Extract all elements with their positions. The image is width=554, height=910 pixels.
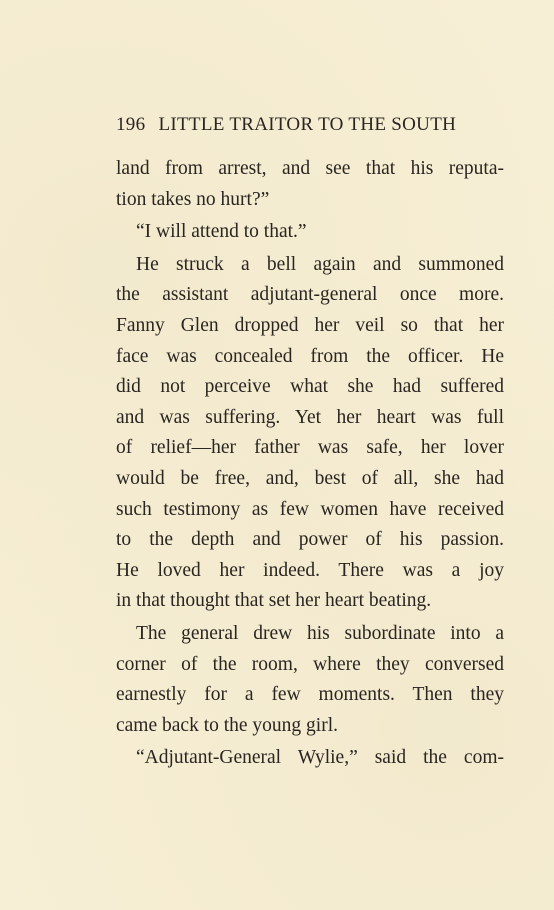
text-line: He struck a bell again and summoned [136, 253, 504, 275]
paragraph [116, 217, 504, 248]
text-line: came back to the young girl. [116, 714, 339, 736]
paragraph [116, 743, 504, 774]
text-line: in that thought that set her heart beating. [116, 590, 432, 612]
text-line: and was suffering. Yet her heart was full [116, 406, 504, 428]
text-line: The general drew his subordinate into a [136, 622, 504, 644]
text-line: corner of the room, where they conversed [116, 653, 504, 675]
text-line: He loved her indeed. There was a joy [116, 559, 504, 581]
text-line: land from arrest, and see that his reputa- [116, 158, 504, 179]
paragraph [116, 154, 504, 215]
text-line: the assistant adjutant-general once more. [116, 284, 504, 306]
text-line: did not perceive what she had suffered [116, 376, 504, 398]
text-line: of relief—her father was safe, her lover [116, 437, 504, 459]
text-line: face was concealed from the officer. He [116, 345, 504, 367]
text-line: tion takes no hurt?” [116, 188, 270, 210]
paragraph [116, 619, 504, 741]
text-line: Fanny Glen dropped her veil so that her [116, 314, 504, 336]
page-number: 196 [116, 114, 146, 135]
running-title: LITTLE TRAITOR TO THE SOUTH [158, 114, 457, 135]
paragraph [116, 250, 504, 617]
text-line: earnestly for a few moments. Then they [116, 684, 504, 706]
running-head [116, 114, 508, 136]
text-line: would be free, and, best of all, she had [116, 467, 504, 489]
body-text [116, 154, 504, 774]
text-line: “Adjutant-General Wylie,” said the com- [136, 747, 504, 769]
text-line: to the depth and power of his passion. [116, 529, 504, 551]
text-line: “I will attend to that.” [136, 221, 307, 243]
text-line: such testimony as few women have received [116, 498, 504, 520]
